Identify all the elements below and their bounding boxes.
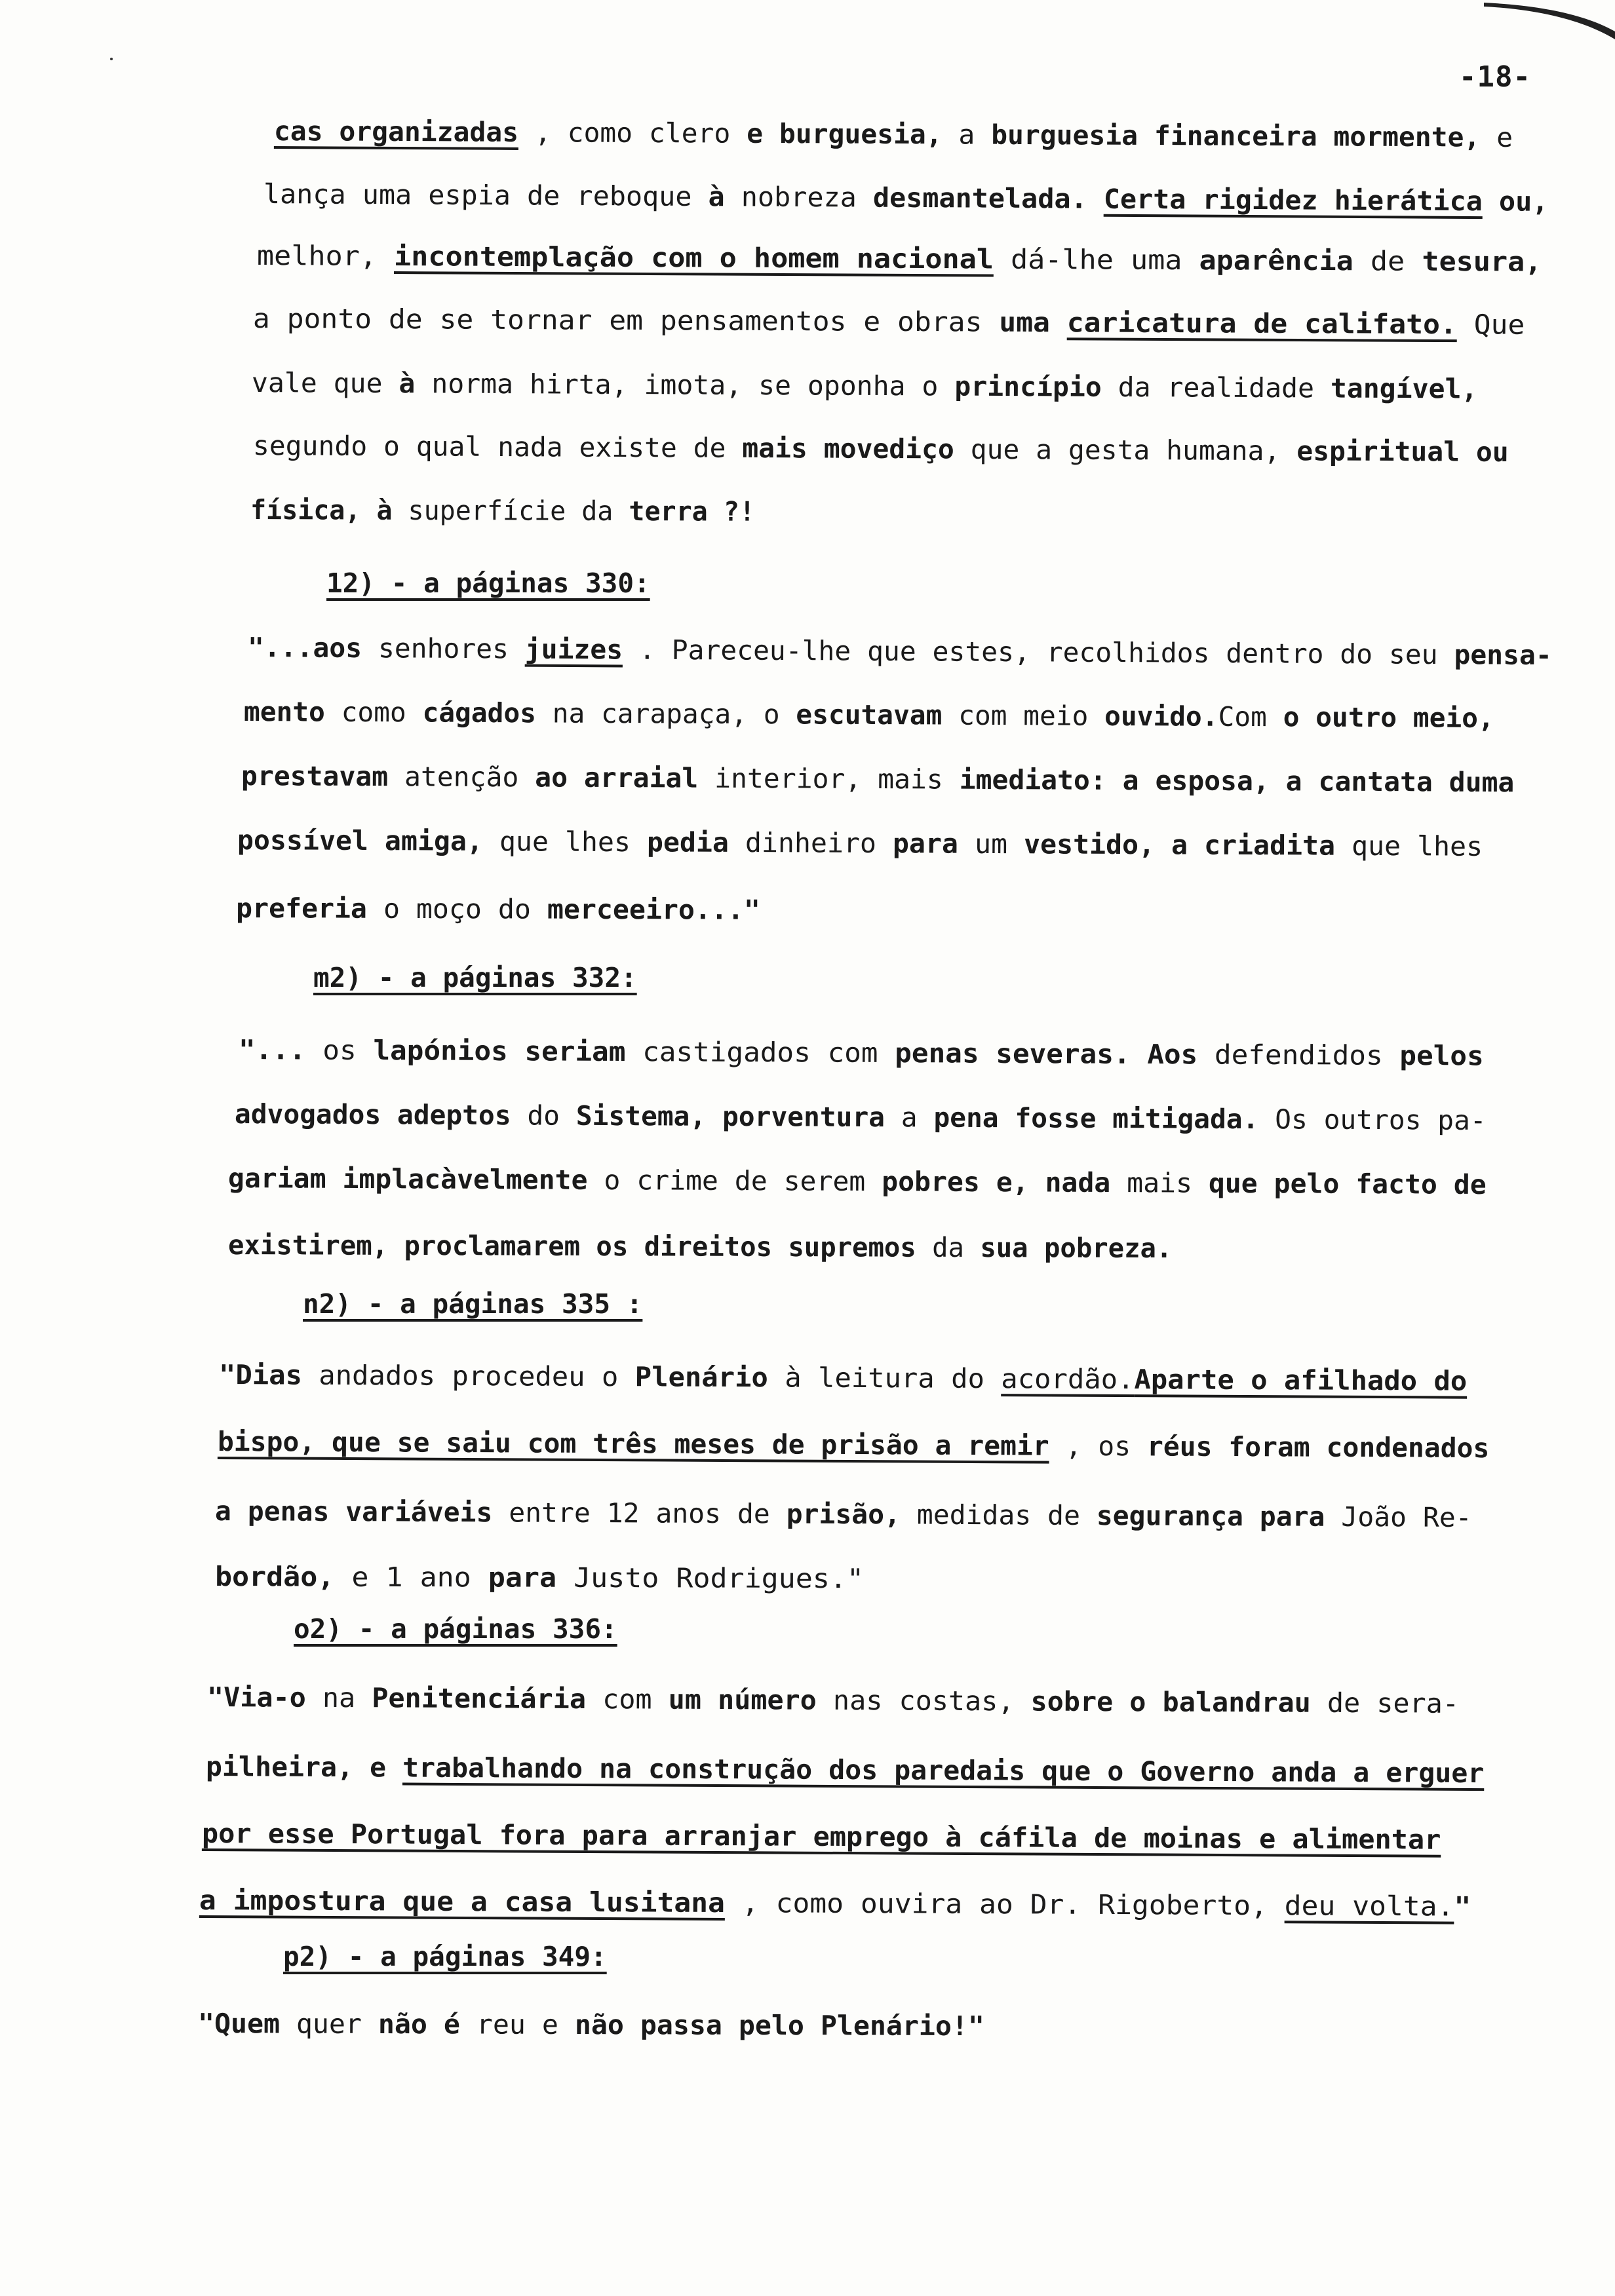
text-run: nobreza <box>724 181 874 214</box>
text-run: a cantata duma <box>1285 765 1515 799</box>
text-run: à <box>399 368 416 400</box>
text-run: do <box>511 1100 576 1132</box>
text-run: ou, <box>1498 185 1549 218</box>
text-run <box>1106 765 1123 796</box>
text-run: o outro meio, <box>1283 701 1494 734</box>
text-run: Aos <box>1147 1038 1198 1071</box>
text-run: da <box>916 1231 981 1264</box>
text-run: pobres e, <box>882 1166 1029 1198</box>
text-run: cágados <box>422 697 537 729</box>
text-run <box>1096 1103 1112 1134</box>
text-run: porventura <box>722 1100 885 1134</box>
section-heading: 12) - a páginas 330: <box>326 567 650 599</box>
section-heading: o2) - a páginas 336: <box>294 1613 617 1645</box>
text-run: como <box>324 696 423 729</box>
text-run: a <box>942 119 992 151</box>
text-run: Certa rigidez hierática <box>1103 183 1483 218</box>
text-run: Justo Rodrigues." <box>556 1561 865 1595</box>
quote-line <box>244 692 1494 738</box>
text-run: à <box>708 181 725 213</box>
section-heading: n2) - a páginas 335 : <box>303 1288 643 1320</box>
text-run: cas organizadas <box>273 115 519 148</box>
text-run: Sistema, <box>575 1100 707 1132</box>
text-run: mais <box>1110 1166 1209 1199</box>
intro-line <box>253 426 1509 472</box>
text-run: quer <box>279 2008 379 2040</box>
text-run: terra ?! <box>629 495 756 527</box>
text-run: espiritual ou <box>1296 435 1509 468</box>
text-run: a esposa, <box>1122 764 1270 797</box>
text-run: advogados adeptos <box>234 1098 511 1132</box>
quote-line <box>239 1030 1484 1076</box>
text-run: Os outros pa- <box>1258 1103 1487 1136</box>
text-run: medidas de <box>900 1499 1097 1531</box>
text-run: lapónios seriam <box>373 1035 626 1067</box>
quote-line <box>218 1422 1490 1468</box>
text-run: norma hirta, imota, se oponha o <box>415 368 955 402</box>
text-run: da realidade <box>1101 371 1331 404</box>
quote-line <box>248 628 1552 675</box>
quote-line <box>241 756 1515 802</box>
text-run: , como clero <box>518 116 747 149</box>
text-run: pelos <box>1399 1039 1484 1072</box>
text-run: incontemplação com o homem nacional <box>393 240 994 275</box>
quote-line <box>237 820 1483 866</box>
text-run: segurança para <box>1096 1499 1325 1533</box>
text-run <box>1087 183 1104 215</box>
intro-line <box>257 236 1542 282</box>
text-run: andados procedeu o <box>302 1359 635 1393</box>
quote-line <box>202 1814 1441 1860</box>
text-run: réus foram condenados <box>1146 1430 1490 1464</box>
text-run: e burguesia, <box>747 117 943 151</box>
quote-line <box>199 1881 1471 1926</box>
text-run: acordão. <box>1001 1363 1135 1396</box>
quote-line <box>198 2004 984 2046</box>
intro-line <box>253 299 1525 345</box>
quote-line <box>228 1158 1487 1204</box>
page-corner-curl <box>1458 0 1615 52</box>
text-run <box>1050 307 1067 338</box>
text-run: reu e <box>459 2008 575 2040</box>
intro-line <box>263 174 1549 221</box>
text-run: existirem, proclamarem os direitos supremos <box>227 1229 916 1263</box>
text-run: de <box>1353 245 1422 277</box>
text-run: , como ouvira ao Dr. Rigoberto, <box>724 1887 1285 1922</box>
text-run: "Dias <box>218 1359 303 1391</box>
text-run: . Pareceu-lhe que estes, recolhidos dentro do seu <box>622 634 1454 671</box>
text-run: preferia <box>235 892 368 925</box>
intro-line <box>274 111 1513 157</box>
text-run: para <box>892 828 959 860</box>
text-run: imediato: <box>959 763 1106 796</box>
text-run: , os <box>1049 1430 1148 1463</box>
text-run: pena fosse <box>933 1101 1097 1134</box>
text-run: Com <box>1218 700 1283 733</box>
text-run <box>360 495 376 526</box>
text-run: prisão, <box>786 1498 901 1531</box>
text-run <box>1155 829 1171 860</box>
quote-line <box>228 1225 1173 1268</box>
text-run <box>1483 185 1499 217</box>
text-run: que lhes <box>482 825 648 858</box>
text-run: interior, mais <box>698 762 960 795</box>
text-run: senhores <box>361 632 525 665</box>
text-run: a impostura que a casa lusitana <box>199 1885 726 1919</box>
text-run: física, <box>250 494 361 526</box>
text-run: gariam implacàvelmente <box>227 1162 588 1196</box>
text-run: nas costas, <box>816 1684 1031 1717</box>
text-run: deu volta. <box>1284 1890 1454 1923</box>
text-run: melhor, <box>256 240 395 273</box>
quote-line <box>219 1355 1468 1401</box>
text-run: "Via-o <box>206 1681 306 1713</box>
text-run: vale que <box>251 367 399 400</box>
quote-line <box>207 1677 1459 1723</box>
text-run: prestavam <box>241 760 389 793</box>
text-run: na <box>305 1681 372 1714</box>
text-run: a criadita <box>1171 829 1336 862</box>
text-run: pensa- <box>1454 639 1552 672</box>
quote-line <box>215 1491 1472 1537</box>
text-run: na carapaça, o <box>535 697 796 731</box>
text-run: "Quem <box>197 2008 281 2040</box>
text-run: com meio <box>942 699 1105 732</box>
text-run: Aparte o afilhado do <box>1134 1364 1468 1397</box>
text-run: um número <box>668 1683 817 1716</box>
intro-line <box>252 363 1478 409</box>
text-run: pedia <box>646 826 730 858</box>
text-run: burguesia financeira mormente, <box>991 119 1481 153</box>
text-run: sobre o balandrau <box>1030 1685 1311 1719</box>
text-run: e 1 ano <box>334 1561 488 1594</box>
text-run: segundo o qual nada existe de <box>252 430 743 464</box>
text-run: que a gesta humana, <box>954 433 1297 467</box>
text-run: à <box>376 494 393 526</box>
text-run: à leitura do <box>768 1362 1002 1395</box>
intro-line <box>250 490 755 531</box>
text-run: a <box>884 1101 934 1134</box>
text-run: tesura, <box>1422 245 1542 278</box>
text-run: Penitenciária <box>372 1682 587 1715</box>
text-run: vestido, <box>1023 828 1156 861</box>
text-run: mais movediço <box>742 432 954 465</box>
text-run: trabalhando na construção dos paredais que o Governo anda a erguer <box>402 1751 1485 1789</box>
text-run: os <box>305 1034 374 1067</box>
text-run: tangível, <box>1330 372 1478 405</box>
text-run: dinheiro <box>728 826 893 860</box>
text-run: juizes <box>524 633 623 666</box>
text-run: e <box>1480 121 1513 153</box>
text-run: ouvido. <box>1104 700 1218 733</box>
text-run: não é <box>378 2008 461 2040</box>
text-run: escutavam <box>796 698 943 731</box>
text-run: sua pobreza. <box>980 1232 1173 1265</box>
quote-line <box>206 1747 1485 1793</box>
text-run: pilheira, e <box>205 1751 403 1784</box>
text-run: entre 12 anos de <box>492 1497 787 1530</box>
text-run: Que <box>1456 309 1525 341</box>
text-run: dá-lhe uma <box>993 243 1199 277</box>
text-run: "... <box>238 1034 306 1066</box>
text-run <box>1029 1166 1045 1198</box>
text-run: João Re- <box>1325 1501 1472 1533</box>
quote-line <box>235 1094 1487 1140</box>
text-run: " <box>1454 1890 1471 1923</box>
text-run: caricatura de califato. <box>1066 307 1457 341</box>
text-run: de sera- <box>1310 1687 1460 1719</box>
text-run: por esse Portugal fora para arranjar emprego à cáfila de moinas e alimentar <box>201 1818 1441 1856</box>
text-run: lança uma espia de reboque <box>263 178 709 213</box>
text-run: o crime de serem <box>587 1164 882 1198</box>
section-heading: m2) - a páginas 332: <box>313 962 637 993</box>
text-run: desmantelada. <box>872 182 1087 215</box>
text-run: bordão, <box>214 1561 335 1593</box>
text-run: a penas variáveis <box>214 1495 493 1529</box>
quote-line <box>236 889 760 930</box>
text-run: merceeiro..." <box>547 893 761 926</box>
text-run: superfície da <box>392 494 629 527</box>
text-run: possível amiga, <box>237 824 484 857</box>
text-run: atenção <box>387 761 535 794</box>
text-run: com <box>585 1683 669 1715</box>
text-run: castigados com <box>625 1035 895 1069</box>
text-run: o moço do <box>366 892 548 925</box>
text-run: penas severas. <box>895 1037 1131 1070</box>
text-run <box>1270 765 1286 797</box>
text-run <box>1130 1039 1147 1070</box>
page-number: -18- <box>1459 60 1531 94</box>
text-run: mento <box>243 696 326 728</box>
text-run: defendidos <box>1197 1039 1400 1071</box>
text-run: que pelo facto de <box>1208 1167 1487 1200</box>
text-run: que lhes <box>1334 830 1483 862</box>
text-run: uma <box>999 306 1051 339</box>
text-run: nada <box>1045 1166 1111 1198</box>
text-run: não passa pelo Plenário!" <box>574 2008 984 2042</box>
text-run <box>706 1101 722 1132</box>
text-run: mitigada. <box>1112 1102 1259 1136</box>
text-run: "...aos <box>247 632 362 664</box>
text-run: ao arraial <box>535 761 699 794</box>
scan-speck <box>110 58 113 60</box>
text-run: Plenário <box>634 1361 769 1394</box>
section-heading: p2) - a páginas 349: <box>283 1941 607 1972</box>
text-run: aparência <box>1199 244 1353 277</box>
text-run: a ponto de se tornar em pensamentos e obras <box>252 303 1000 338</box>
text-run: princípio <box>954 370 1102 403</box>
text-run: bispo, que se saiu com três meses de prisão a remir <box>217 1426 1049 1462</box>
quote-line <box>215 1557 864 1598</box>
text-run: para <box>488 1561 557 1594</box>
text-run: um <box>958 828 1024 860</box>
